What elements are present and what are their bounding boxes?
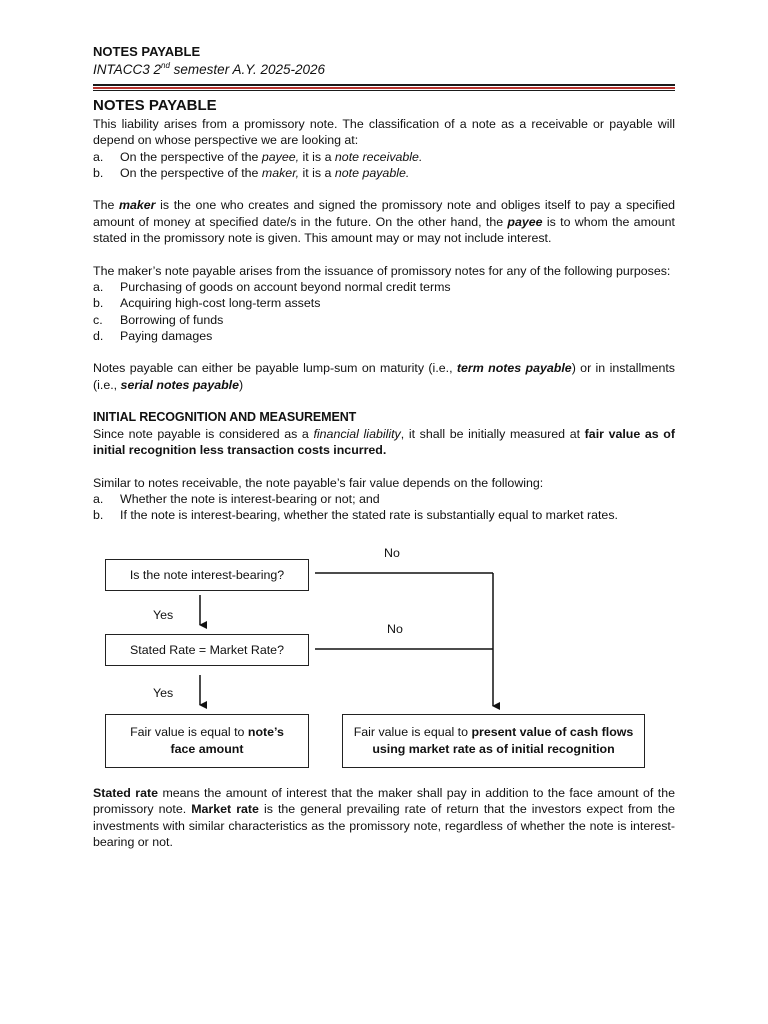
purposes-intro: The maker’s note payable arises from the issuance of promissory notes for any of the following purposes: [93, 263, 671, 278]
yes-label: Yes [153, 686, 174, 700]
question-interest-box: Is the note interest-bearing? [105, 559, 309, 591]
section-subtitle: INITIAL RECOGNITION AND MEASUREMENT [93, 410, 357, 425]
list-marker: a. [93, 279, 104, 294]
yes-label: Yes [153, 608, 174, 622]
list-text: Borrowing of funds [120, 312, 224, 327]
list-marker: a. [93, 491, 104, 506]
text: is to whom the amount stated in the promissory note is given. This amount may or may not include interest. [93, 214, 675, 246]
definitions-paragraph [93, 785, 675, 850]
list-text: Whether the note is interest-bearing or not; and [120, 491, 380, 506]
market-rate-term: Market rate [191, 802, 259, 817]
list-text: On the perspective of the [120, 165, 262, 180]
text: , it shall be initially measured at [400, 426, 585, 441]
question-rate-box: Stated Rate = Market Rate? [105, 634, 309, 666]
serial-notes-term: serial notes payable [120, 377, 240, 392]
header-title: NOTES PAYABLE [93, 44, 201, 59]
no-label: No [384, 546, 400, 560]
role-term: maker, [261, 165, 300, 180]
list-text: Purchasing of goods on account beyond normal credit terms [120, 279, 451, 294]
text: face amount [170, 742, 244, 756]
text: note’s [247, 725, 284, 739]
list-marker: b. [93, 165, 104, 180]
term-notes-term: term notes payable [456, 361, 572, 376]
list-marker: b. [93, 296, 104, 311]
list-marker: b. [93, 508, 104, 523]
intro-paragraph: This liability arises from a promissory note. The classification of a note as a receivable or payable will depend on whose perspective we are looking at: [93, 117, 675, 148]
list-text: Paying damages [120, 328, 213, 343]
maker-term: maker [118, 198, 156, 213]
ordinal-suffix: nd [161, 61, 170, 70]
list-text: it is a [299, 165, 335, 180]
list-text: If the note is interest-bearing, whether the stated rate is substantially equal to market rates. [120, 508, 618, 523]
note-term: note receivable. [334, 149, 423, 164]
fair-value-paragraph: Similar to notes receivable, the note payable’s fair value depends on the following: [93, 475, 544, 490]
list-text: it is a [299, 149, 335, 164]
semester-text: semester A.Y. 2025-2026 [169, 62, 326, 77]
no-label: No [387, 622, 403, 636]
text: Since note payable is considered as a [93, 426, 314, 441]
text: is the one who creates and signed the promissory note and obliges itself to pay a specified amount of money at specified date/s in the future. On the other hand, the [93, 198, 675, 229]
text: Notes payable can either be payable lump-sum on maturity (i.e., [93, 361, 457, 376]
text: ) or in installments (i.e., [93, 361, 675, 392]
role-term: payee, [261, 149, 300, 164]
payee-term: payee [507, 214, 543, 229]
stated-rate-term: Stated rate [93, 786, 159, 800]
text: The [93, 198, 119, 213]
text: ) [239, 377, 244, 392]
result-present-value-box [342, 714, 645, 768]
text: is the general prevailing rate of return that the investors expect from the investments with similar characteristics as the promissory note, regardless of whether the note is interest-bearing or not. [93, 802, 675, 849]
text: present value of cash flows [471, 725, 634, 739]
text: means the amount of interest that the maker shall pay in addition to the face amount of the promissory note. [93, 786, 675, 817]
list-marker: d. [93, 328, 104, 343]
financial-liability-term: financial liability [313, 426, 401, 441]
list-text: On the perspective of the [120, 149, 262, 164]
course-code: INTACC3 2 [93, 62, 162, 77]
fair-value-term: fair value as of initial recognition less transaction costs incurred. [93, 426, 675, 457]
list-text: Acquiring high-cost long-term assets [120, 296, 321, 311]
note-term: note payable. [334, 165, 410, 180]
text: using market rate as of initial recognition [372, 742, 615, 756]
list-marker: c. [93, 312, 103, 327]
result-face-amount-box [105, 714, 309, 768]
list-marker: a. [93, 149, 104, 164]
text: Fair value is equal to [130, 725, 248, 739]
text: Fair value is equal to [353, 725, 472, 739]
section-title: NOTES PAYABLE [93, 97, 217, 114]
